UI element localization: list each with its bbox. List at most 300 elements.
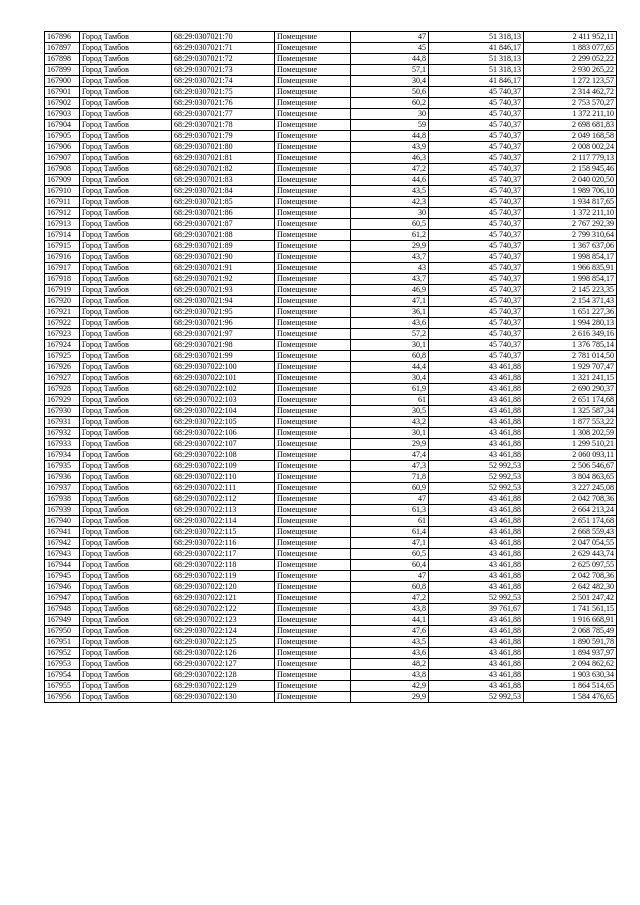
record-id-cell: 167927: [45, 373, 80, 384]
cadastral-number-cell: 68:29:0307022:124: [172, 626, 275, 637]
unit-price-cell: 45 740,37: [429, 307, 524, 318]
object-type-cell: Помещение: [275, 274, 351, 285]
area-cell: 47: [351, 32, 429, 43]
unit-price-cell: 52 992,53: [429, 472, 524, 483]
table-row: [45, 120, 617, 131]
area-cell: 47,4: [351, 450, 429, 461]
object-type-cell: Помещение: [275, 32, 351, 43]
table-row: [45, 109, 617, 120]
city-cell: Город Тамбов: [80, 538, 172, 549]
table-row: [45, 538, 617, 549]
unit-price-cell: 43 461,88: [429, 428, 524, 439]
cadastral-value-cell: 2 047 054,55: [524, 538, 617, 549]
city-cell: Город Тамбов: [80, 296, 172, 307]
cadastral-number-cell: 68:29:0307022:103: [172, 395, 275, 406]
area-cell: 43,8: [351, 670, 429, 681]
city-cell: Город Тамбов: [80, 340, 172, 351]
city-cell: Город Тамбов: [80, 483, 172, 494]
table-row: [45, 296, 617, 307]
unit-price-cell: 43 461,88: [429, 560, 524, 571]
city-cell: Город Тамбов: [80, 450, 172, 461]
cadastral-number-cell: 68:29:0307022:129: [172, 681, 275, 692]
table-body: [45, 32, 617, 703]
object-type-cell: Помещение: [275, 43, 351, 54]
city-cell: Город Тамбов: [80, 472, 172, 483]
table-row: [45, 65, 617, 76]
table-row: [45, 153, 617, 164]
record-id-cell: 167915: [45, 241, 80, 252]
unit-price-cell: 43 461,88: [429, 538, 524, 549]
cadastral-number-cell: 68:29:0307021:75: [172, 87, 275, 98]
cadastral-value-cell: 1 325 587,34: [524, 406, 617, 417]
cadastral-value-cell: 2 411 952,11: [524, 32, 617, 43]
object-type-cell: Помещение: [275, 164, 351, 175]
cadastral-number-cell: 68:29:0307021:91: [172, 263, 275, 274]
table-row: [45, 494, 617, 505]
area-cell: 36,1: [351, 307, 429, 318]
record-id-cell: 167936: [45, 472, 80, 483]
area-cell: 44,8: [351, 54, 429, 65]
area-cell: 61,4: [351, 527, 429, 538]
cadastral-number-cell: 68:29:0307021:71: [172, 43, 275, 54]
unit-price-cell: 45 740,37: [429, 120, 524, 131]
area-cell: 60,4: [351, 560, 429, 571]
object-type-cell: Помещение: [275, 296, 351, 307]
unit-price-cell: 45 740,37: [429, 186, 524, 197]
record-id-cell: 167920: [45, 296, 80, 307]
city-cell: Город Тамбов: [80, 549, 172, 560]
object-type-cell: Помещение: [275, 417, 351, 428]
unit-price-cell: 43 461,88: [429, 681, 524, 692]
city-cell: Город Тамбов: [80, 560, 172, 571]
object-type-cell: Помещение: [275, 681, 351, 692]
cadastral-value-cell: 1 651 227,36: [524, 307, 617, 318]
area-cell: 43,6: [351, 648, 429, 659]
unit-price-cell: 45 740,37: [429, 109, 524, 120]
table-row: [45, 417, 617, 428]
table-row: [45, 648, 617, 659]
unit-price-cell: 45 740,37: [429, 164, 524, 175]
cadastral-value-cell: 3 227 245,08: [524, 483, 617, 494]
object-type-cell: Помещение: [275, 527, 351, 538]
city-cell: Город Тамбов: [80, 593, 172, 604]
city-cell: Город Тамбов: [80, 670, 172, 681]
object-type-cell: Помещение: [275, 395, 351, 406]
area-cell: 47,3: [351, 461, 429, 472]
table-row: [45, 186, 617, 197]
area-cell: 43,7: [351, 252, 429, 263]
record-id-cell: 167924: [45, 340, 80, 351]
unit-price-cell: 43 461,88: [429, 637, 524, 648]
city-cell: Город Тамбов: [80, 329, 172, 340]
object-type-cell: Помещение: [275, 494, 351, 505]
record-id-cell: 167931: [45, 417, 80, 428]
object-type-cell: Помещение: [275, 505, 351, 516]
area-cell: 61,9: [351, 384, 429, 395]
object-type-cell: Помещение: [275, 439, 351, 450]
cadastral-number-cell: 68:29:0307021:88: [172, 230, 275, 241]
cadastral-value-cell: 2 651 174,68: [524, 516, 617, 527]
city-cell: Город Тамбов: [80, 263, 172, 274]
area-cell: 60,9: [351, 483, 429, 494]
cadastral-value-cell: 2 145 223,35: [524, 285, 617, 296]
city-cell: Город Тамбов: [80, 461, 172, 472]
cadastral-number-cell: 68:29:0307022:111: [172, 483, 275, 494]
cadastral-number-cell: 68:29:0307021:73: [172, 65, 275, 76]
cadastral-value-cell: 1 367 637,06: [524, 241, 617, 252]
area-cell: 46,9: [351, 285, 429, 296]
table-row: [45, 131, 617, 142]
record-id-cell: 167925: [45, 351, 80, 362]
object-type-cell: Помещение: [275, 219, 351, 230]
city-cell: Город Тамбов: [80, 527, 172, 538]
cadastral-value-cell: 1 994 280,13: [524, 318, 617, 329]
city-cell: Город Тамбов: [80, 131, 172, 142]
cadastral-value-cell: 2 799 310,64: [524, 230, 617, 241]
cadastral-value-cell: 2 299 052,22: [524, 54, 617, 65]
area-cell: 43,6: [351, 318, 429, 329]
record-id-cell: 167910: [45, 186, 80, 197]
cadastral-number-cell: 68:29:0307022:127: [172, 659, 275, 670]
record-id-cell: 167953: [45, 659, 80, 670]
unit-price-cell: 45 740,37: [429, 142, 524, 153]
record-id-cell: 167907: [45, 153, 80, 164]
record-id-cell: 167928: [45, 384, 80, 395]
cadastral-number-cell: 68:29:0307022:109: [172, 461, 275, 472]
unit-price-cell: 43 461,88: [429, 384, 524, 395]
property-table: [44, 31, 617, 703]
object-type-cell: Помещение: [275, 428, 351, 439]
cadastral-number-cell: 68:29:0307022:105: [172, 417, 275, 428]
unit-price-cell: 43 461,88: [429, 659, 524, 670]
unit-price-cell: 43 461,88: [429, 516, 524, 527]
unit-price-cell: 43 461,88: [429, 406, 524, 417]
cadastral-value-cell: 2 616 349,16: [524, 329, 617, 340]
cadastral-number-cell: 68:29:0307021:87: [172, 219, 275, 230]
cadastral-number-cell: 68:29:0307022:100: [172, 362, 275, 373]
table-row: [45, 219, 617, 230]
table-row: [45, 395, 617, 406]
object-type-cell: Помещение: [275, 175, 351, 186]
city-cell: Город Тамбов: [80, 208, 172, 219]
city-cell: Город Тамбов: [80, 219, 172, 230]
cadastral-number-cell: 68:29:0307021:83: [172, 175, 275, 186]
city-cell: Город Тамбов: [80, 615, 172, 626]
city-cell: Город Тамбов: [80, 439, 172, 450]
area-cell: 43,9: [351, 142, 429, 153]
record-id-cell: 167917: [45, 263, 80, 274]
object-type-cell: Помещение: [275, 186, 351, 197]
cadastral-value-cell: 3 804 863,65: [524, 472, 617, 483]
table-row: [45, 626, 617, 637]
area-cell: 30,5: [351, 406, 429, 417]
object-type-cell: Помещение: [275, 241, 351, 252]
cadastral-value-cell: 1 372 211,10: [524, 109, 617, 120]
area-cell: 43: [351, 263, 429, 274]
city-cell: Город Тамбов: [80, 406, 172, 417]
cadastral-value-cell: 1 372 211,10: [524, 208, 617, 219]
object-type-cell: Помещение: [275, 340, 351, 351]
cadastral-value-cell: 2 642 482,30: [524, 582, 617, 593]
city-cell: Город Тамбов: [80, 54, 172, 65]
object-type-cell: Помещение: [275, 142, 351, 153]
city-cell: Город Тамбов: [80, 307, 172, 318]
cadastral-value-cell: 2 042 708,36: [524, 571, 617, 582]
city-cell: Город Тамбов: [80, 582, 172, 593]
unit-price-cell: 45 740,37: [429, 329, 524, 340]
cadastral-value-cell: 1 877 553,22: [524, 417, 617, 428]
cadastral-number-cell: 68:29:0307021:93: [172, 285, 275, 296]
cadastral-number-cell: 68:29:0307022:114: [172, 516, 275, 527]
table-row: [45, 483, 617, 494]
cadastral-number-cell: 68:29:0307021:82: [172, 164, 275, 175]
object-type-cell: Помещение: [275, 208, 351, 219]
unit-price-cell: 43 461,88: [429, 626, 524, 637]
area-cell: 29,9: [351, 692, 429, 703]
city-cell: Город Тамбов: [80, 164, 172, 175]
table-row: [45, 318, 617, 329]
record-id-cell: 167909: [45, 175, 80, 186]
unit-price-cell: 45 740,37: [429, 296, 524, 307]
unit-price-cell: 52 992,53: [429, 483, 524, 494]
table-row: [45, 659, 617, 670]
record-id-cell: 167902: [45, 98, 80, 109]
cadastral-value-cell: 2 506 546,67: [524, 461, 617, 472]
unit-price-cell: 43 461,88: [429, 670, 524, 681]
unit-price-cell: 43 461,88: [429, 439, 524, 450]
area-cell: 43,5: [351, 186, 429, 197]
area-cell: 71,8: [351, 472, 429, 483]
record-id-cell: 167906: [45, 142, 80, 153]
area-cell: 47: [351, 571, 429, 582]
unit-price-cell: 45 740,37: [429, 318, 524, 329]
table-row: [45, 285, 617, 296]
cadastral-number-cell: 68:29:0307021:74: [172, 76, 275, 87]
city-cell: Город Тамбов: [80, 241, 172, 252]
cadastral-value-cell: 2 068 785,49: [524, 626, 617, 637]
table-row: [45, 142, 617, 153]
record-id-cell: 167942: [45, 538, 80, 549]
cadastral-number-cell: 68:29:0307022:107: [172, 439, 275, 450]
record-id-cell: 167897: [45, 43, 80, 54]
unit-price-cell: 45 740,37: [429, 175, 524, 186]
unit-price-cell: 52 992,53: [429, 593, 524, 604]
record-id-cell: 167950: [45, 626, 80, 637]
unit-price-cell: 43 461,88: [429, 450, 524, 461]
table-row: [45, 54, 617, 65]
cadastral-number-cell: 68:29:0307021:79: [172, 131, 275, 142]
record-id-cell: 167926: [45, 362, 80, 373]
city-cell: Город Тамбов: [80, 351, 172, 362]
cadastral-number-cell: 68:29:0307021:80: [172, 142, 275, 153]
city-cell: Город Тамбов: [80, 65, 172, 76]
record-id-cell: 167932: [45, 428, 80, 439]
city-cell: Город Тамбов: [80, 659, 172, 670]
record-id-cell: 167939: [45, 505, 80, 516]
unit-price-cell: 45 740,37: [429, 87, 524, 98]
record-id-cell: 167923: [45, 329, 80, 340]
cadastral-value-cell: 1 883 077,65: [524, 43, 617, 54]
table-row: [45, 351, 617, 362]
object-type-cell: Помещение: [275, 362, 351, 373]
unit-price-cell: 45 740,37: [429, 241, 524, 252]
object-type-cell: Помещение: [275, 76, 351, 87]
unit-price-cell: 51 318,13: [429, 32, 524, 43]
record-id-cell: 167949: [45, 615, 80, 626]
table-row: [45, 604, 617, 615]
cadastral-value-cell: 2 154 371,43: [524, 296, 617, 307]
city-cell: Город Тамбов: [80, 142, 172, 153]
cadastral-number-cell: 68:29:0307022:115: [172, 527, 275, 538]
area-cell: 43,7: [351, 274, 429, 285]
area-cell: 60,8: [351, 582, 429, 593]
city-cell: Город Тамбов: [80, 384, 172, 395]
city-cell: Город Тамбов: [80, 120, 172, 131]
unit-price-cell: 45 740,37: [429, 230, 524, 241]
area-cell: 47,1: [351, 296, 429, 307]
cadastral-number-cell: 68:29:0307021:96: [172, 318, 275, 329]
area-cell: 46,3: [351, 153, 429, 164]
record-id-cell: 167913: [45, 219, 80, 230]
cadastral-value-cell: 2 690 290,37: [524, 384, 617, 395]
cadastral-number-cell: 68:29:0307022:130: [172, 692, 275, 703]
cadastral-value-cell: 1 934 817,65: [524, 197, 617, 208]
table-row: [45, 439, 617, 450]
cadastral-number-cell: 68:29:0307021:92: [172, 274, 275, 285]
table-row: [45, 43, 617, 54]
table-row: [45, 384, 617, 395]
area-cell: 59: [351, 120, 429, 131]
area-cell: 44,6: [351, 175, 429, 186]
unit-price-cell: 43 461,88: [429, 494, 524, 505]
table-row: [45, 164, 617, 175]
cadastral-number-cell: 68:29:0307021:85: [172, 197, 275, 208]
area-cell: 42,3: [351, 197, 429, 208]
object-type-cell: Помещение: [275, 582, 351, 593]
object-type-cell: Помещение: [275, 516, 351, 527]
cadastral-number-cell: 68:29:0307022:128: [172, 670, 275, 681]
cadastral-number-cell: 68:29:0307022:117: [172, 549, 275, 560]
object-type-cell: Помещение: [275, 197, 351, 208]
record-id-cell: 167938: [45, 494, 80, 505]
area-cell: 47,2: [351, 164, 429, 175]
object-type-cell: Помещение: [275, 252, 351, 263]
cadastral-value-cell: 1 376 785,14: [524, 340, 617, 351]
cadastral-value-cell: 1 903 630,34: [524, 670, 617, 681]
table-row: [45, 670, 617, 681]
record-id-cell: 167954: [45, 670, 80, 681]
table-row: [45, 472, 617, 483]
area-cell: 60,5: [351, 219, 429, 230]
object-type-cell: Помещение: [275, 109, 351, 120]
object-type-cell: Помещение: [275, 615, 351, 626]
object-type-cell: Помещение: [275, 384, 351, 395]
cadastral-number-cell: 68:29:0307022:108: [172, 450, 275, 461]
area-cell: 61,3: [351, 505, 429, 516]
city-cell: Город Тамбов: [80, 692, 172, 703]
cadastral-number-cell: 68:29:0307021:78: [172, 120, 275, 131]
city-cell: Город Тамбов: [80, 32, 172, 43]
unit-price-cell: 41 846,17: [429, 43, 524, 54]
table-row: [45, 241, 617, 252]
object-type-cell: Помещение: [275, 120, 351, 131]
city-cell: Город Тамбов: [80, 626, 172, 637]
cadastral-number-cell: 68:29:0307022:123: [172, 615, 275, 626]
cadastral-value-cell: 2 668 559,43: [524, 527, 617, 538]
unit-price-cell: 43 461,88: [429, 373, 524, 384]
unit-price-cell: 43 461,88: [429, 362, 524, 373]
cadastral-number-cell: 68:29:0307022:118: [172, 560, 275, 571]
cadastral-value-cell: 2 625 097,55: [524, 560, 617, 571]
record-id-cell: 167948: [45, 604, 80, 615]
cadastral-number-cell: 68:29:0307021:94: [172, 296, 275, 307]
object-type-cell: Помещение: [275, 131, 351, 142]
unit-price-cell: 41 846,17: [429, 76, 524, 87]
city-cell: Город Тамбов: [80, 109, 172, 120]
record-id-cell: 167934: [45, 450, 80, 461]
object-type-cell: Помещение: [275, 659, 351, 670]
city-cell: Город Тамбов: [80, 252, 172, 263]
area-cell: 47: [351, 494, 429, 505]
table-row: [45, 406, 617, 417]
object-type-cell: Помещение: [275, 692, 351, 703]
record-id-cell: 167951: [45, 637, 80, 648]
cadastral-number-cell: 68:29:0307021:84: [172, 186, 275, 197]
area-cell: 30,1: [351, 340, 429, 351]
city-cell: Город Тамбов: [80, 274, 172, 285]
table-row: [45, 175, 617, 186]
cadastral-number-cell: 68:29:0307021:81: [172, 153, 275, 164]
record-id-cell: 167904: [45, 120, 80, 131]
city-cell: Город Тамбов: [80, 428, 172, 439]
city-cell: Город Тамбов: [80, 516, 172, 527]
cadastral-number-cell: 68:29:0307022:121: [172, 593, 275, 604]
cadastral-number-cell: 68:29:0307022:116: [172, 538, 275, 549]
object-type-cell: Помещение: [275, 318, 351, 329]
record-id-cell: 167955: [45, 681, 80, 692]
object-type-cell: Помещение: [275, 648, 351, 659]
record-id-cell: 167919: [45, 285, 80, 296]
table-row: [45, 76, 617, 87]
object-type-cell: Помещение: [275, 285, 351, 296]
area-cell: 44,4: [351, 362, 429, 373]
city-cell: Город Тамбов: [80, 197, 172, 208]
cadastral-value-cell: 1 299 510,21: [524, 439, 617, 450]
cadastral-number-cell: 68:29:0307022:125: [172, 637, 275, 648]
record-id-cell: 167943: [45, 549, 80, 560]
object-type-cell: Помещение: [275, 373, 351, 384]
unit-price-cell: 51 318,13: [429, 65, 524, 76]
area-cell: 61,2: [351, 230, 429, 241]
record-id-cell: 167905: [45, 131, 80, 142]
object-type-cell: Помещение: [275, 329, 351, 340]
table-row: [45, 571, 617, 582]
city-cell: Город Тамбов: [80, 153, 172, 164]
cadastral-value-cell: 2 930 265,22: [524, 65, 617, 76]
area-cell: 29,9: [351, 241, 429, 252]
cadastral-value-cell: 1 966 835,91: [524, 263, 617, 274]
unit-price-cell: 43 461,88: [429, 582, 524, 593]
object-type-cell: Помещение: [275, 65, 351, 76]
area-cell: 43,2: [351, 417, 429, 428]
cadastral-value-cell: 1 584 476,65: [524, 692, 617, 703]
area-cell: 44,8: [351, 131, 429, 142]
object-type-cell: Помещение: [275, 98, 351, 109]
unit-price-cell: 51 318,13: [429, 54, 524, 65]
area-cell: 61: [351, 516, 429, 527]
table-row: [45, 274, 617, 285]
unit-price-cell: 45 740,37: [429, 131, 524, 142]
